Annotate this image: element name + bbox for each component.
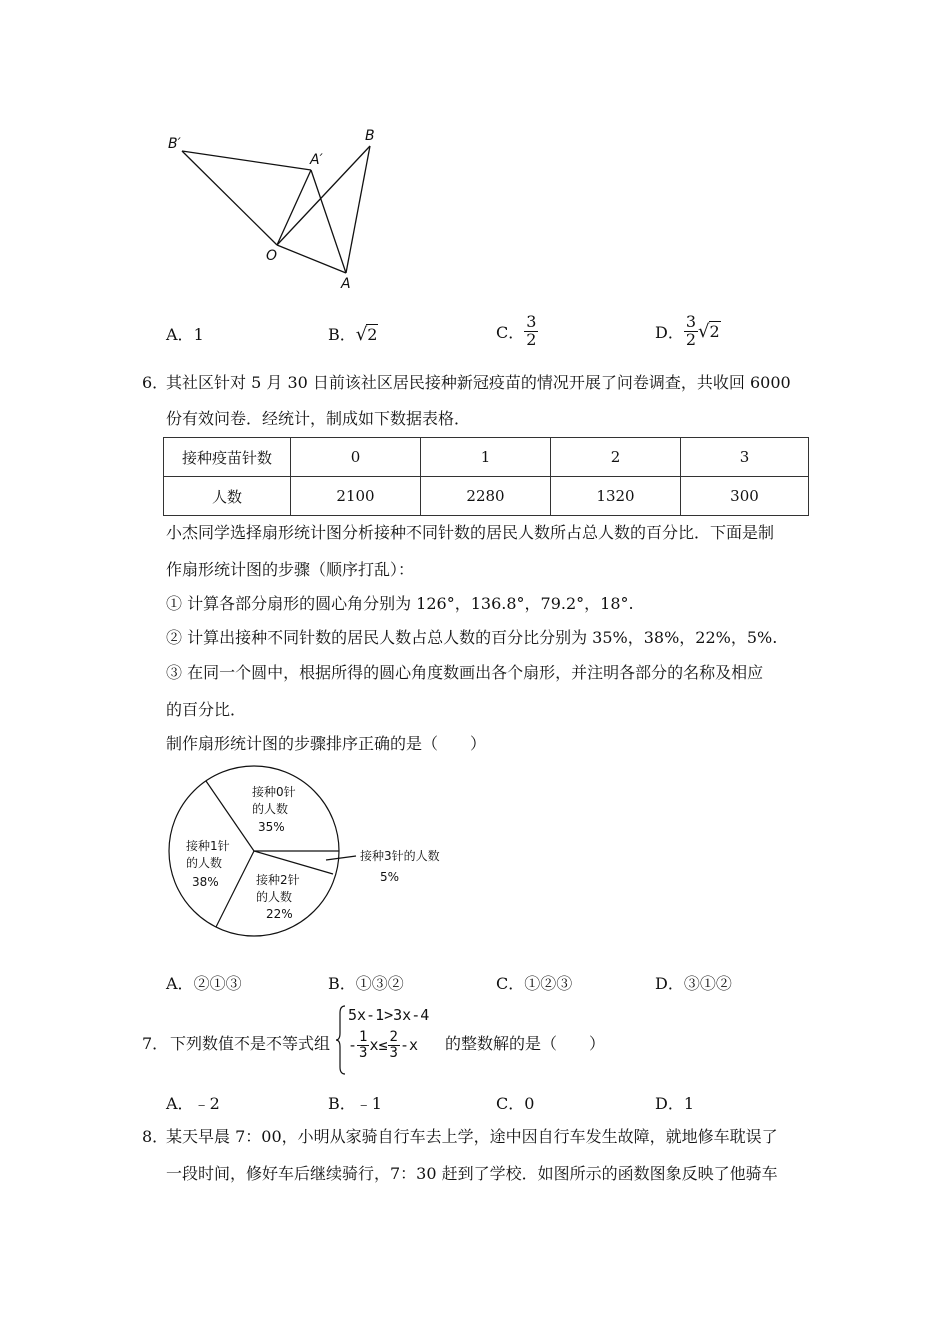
label-a-prime: A′ <box>310 152 323 168</box>
q5-option-b[interactable] <box>328 322 378 345</box>
q5-option-d-radicand: 2 <box>709 322 720 342</box>
pie-slice0-pct: 35% <box>258 820 285 834</box>
q5-option-c-fraction <box>524 314 538 349</box>
q6-option-a-value: ②①③ <box>193 974 242 993</box>
q6-option-c[interactable] <box>496 971 572 994</box>
q6-step3a: ③ 在同一个圆中，根据所得的圆心角度数画出各个扇形，并注明各部分的名称及相应 <box>166 663 764 682</box>
ineq2-frac2 <box>388 1030 400 1060</box>
q6-option-d[interactable] <box>655 971 732 994</box>
q7-option-b[interactable] <box>328 1091 382 1114</box>
table-cell: 2100 <box>291 477 421 516</box>
ineq2-den2: 3 <box>389 1044 398 1061</box>
ineq2-den1: 3 <box>359 1044 368 1061</box>
pie-slice2-line2: 的人数 <box>256 890 293 904</box>
label-a: A <box>341 276 351 292</box>
q6-para1: 小杰同学选择扇形统计图分析接种不同针数的居民人数所占总人数的百分比．下面是制 <box>166 523 775 542</box>
q6-option-c-letter: C． <box>496 974 525 993</box>
q6-step3b: 的百分比． <box>166 700 247 719</box>
table-cell: 接种疫苗针数 <box>164 438 291 477</box>
pie-slice2-line1: 接种2针 <box>256 873 300 887</box>
ineq2-frac1 <box>357 1030 369 1060</box>
ineq2-num2: 2 <box>389 1029 398 1045</box>
label-b: B <box>365 128 375 144</box>
brace-icon <box>336 1005 346 1075</box>
table-cell: 1 <box>421 438 551 477</box>
q7-stem-post: 的整数解的是（ ） <box>445 1034 606 1053</box>
q5-option-d-num: 3 <box>685 312 697 331</box>
inequality-2 <box>348 1030 418 1060</box>
q5-option-d[interactable] <box>655 314 721 349</box>
ineq2-tail: -x <box>399 1036 419 1055</box>
q7-option-c-letter: C． <box>496 1094 525 1113</box>
table-cell: 300 <box>681 477 809 516</box>
q8-number: 8． <box>142 1127 169 1146</box>
q6-option-b-value: ①③② <box>355 974 404 993</box>
q5-option-c[interactable] <box>496 314 538 349</box>
q7-option-a[interactable] <box>166 1091 220 1114</box>
table-cell: 3 <box>681 438 809 477</box>
q7-option-a-value: ﹣2 <box>193 1094 220 1113</box>
table-row <box>164 477 809 516</box>
q6-option-d-value: ③①② <box>683 974 732 993</box>
sqrt-symbol: √ <box>698 320 710 342</box>
q5-option-d-den: 2 <box>685 329 697 349</box>
q6-number: 6． <box>142 373 169 392</box>
inequality-1: 5x-1>3x-4 <box>348 1006 430 1024</box>
q7-stem-pre: 下列数值不是不等式组 <box>170 1034 331 1053</box>
q6-step2: ② 计算出接种不同针数的居民人数占总人数的百分比分别为 35%，38%，22%，5%. <box>166 628 778 647</box>
ineq2-minus: - <box>348 1036 358 1055</box>
q7-option-d-letter: D． <box>655 1094 684 1113</box>
q7-option-b-letter: B． <box>328 1094 356 1113</box>
table-cell: 2 <box>551 438 681 477</box>
q7-option-a-letter: A． <box>166 1094 194 1113</box>
q5-option-c-num: 3 <box>526 312 537 331</box>
q5-option-b-letter: B． <box>328 325 356 344</box>
q6-option-b[interactable] <box>328 971 404 994</box>
q5-option-a-letter: A． <box>166 325 194 344</box>
q7-number: 7． <box>142 1034 169 1053</box>
label-o: O <box>266 248 278 264</box>
q7-option-c[interactable] <box>496 1091 534 1114</box>
pie-slice1-line1: 接种1针 <box>186 839 230 853</box>
pie-slice0-line1: 接种0针 <box>252 785 296 799</box>
table-row <box>164 438 809 477</box>
sqrt-symbol: √ <box>355 324 368 345</box>
q5-option-d-letter: D． <box>655 322 684 342</box>
label-b-prime: B′ <box>168 136 181 152</box>
q7-option-c-value: 0 <box>524 1094 535 1113</box>
q6-option-a-letter: A． <box>166 974 194 993</box>
q6-line2: 份有效问卷．经统计，制成如下数据表格． <box>166 409 471 428</box>
q6-question: 制作扇形统计图的步骤排序正确的是（ ） <box>166 734 487 753</box>
q6-step1: ① 计算各部分扇形的圆心角分别为 126°，136.8°，79.2°，18°. <box>166 594 634 613</box>
pie-slice3-pct: 5% <box>380 870 400 884</box>
pie-chart <box>166 760 466 945</box>
pie-slice2-pct: 22% <box>266 907 293 921</box>
q7-option-d-value: 1 <box>683 1094 695 1113</box>
q6-line1: 其社区针对 5 月 30 日前该社区居民接种新冠疫苗的情况开展了问卷调查，共收回 6000 <box>166 373 791 392</box>
pie-slice1-pct: 38% <box>192 875 219 889</box>
table-cell: 1320 <box>551 477 681 516</box>
q6-option-d-letter: D． <box>655 974 684 993</box>
q5-option-b-radicand: 2 <box>367 325 378 344</box>
q6-option-c-value: ①②③ <box>524 974 573 993</box>
q5-option-c-letter: C． <box>496 322 525 342</box>
table-cell: 2280 <box>421 477 551 516</box>
table-cell: 0 <box>291 438 421 477</box>
rotation-figure <box>160 120 400 300</box>
q5-option-c-den: 2 <box>526 329 537 349</box>
ineq2-num1: 1 <box>359 1029 368 1045</box>
pie-slice1-line2: 的人数 <box>186 856 223 870</box>
q8-line1: 某天早晨 7：00，小明从家骑自行车去上学，途中因自行车发生故障，就地修车耽误了 <box>166 1127 778 1146</box>
q5-option-d-fraction <box>684 314 698 349</box>
q7-option-d[interactable] <box>655 1091 694 1114</box>
q6-para2: 作扇形统计图的步骤（顺序打乱）： <box>166 560 415 579</box>
table-cell: 人数 <box>164 477 291 516</box>
pie-slice3-label: 接种3针的人数 <box>360 849 440 863</box>
vaccine-table <box>163 437 809 516</box>
ineq2-mid: x≤ <box>369 1036 388 1055</box>
q7-option-b-value: ﹣1 <box>355 1094 382 1113</box>
q6-option-b-letter: B． <box>328 974 356 993</box>
q5-option-a[interactable] <box>166 322 204 345</box>
q6-option-a[interactable] <box>166 971 242 994</box>
pie-slice0-line2: 的人数 <box>252 802 289 816</box>
q8-line2: 一段时间，修好车后继续骑行，7：30 赶到了学校．如图所示的函数图象反映了他骑车 <box>166 1164 778 1183</box>
q5-option-a-value: 1 <box>193 325 204 344</box>
